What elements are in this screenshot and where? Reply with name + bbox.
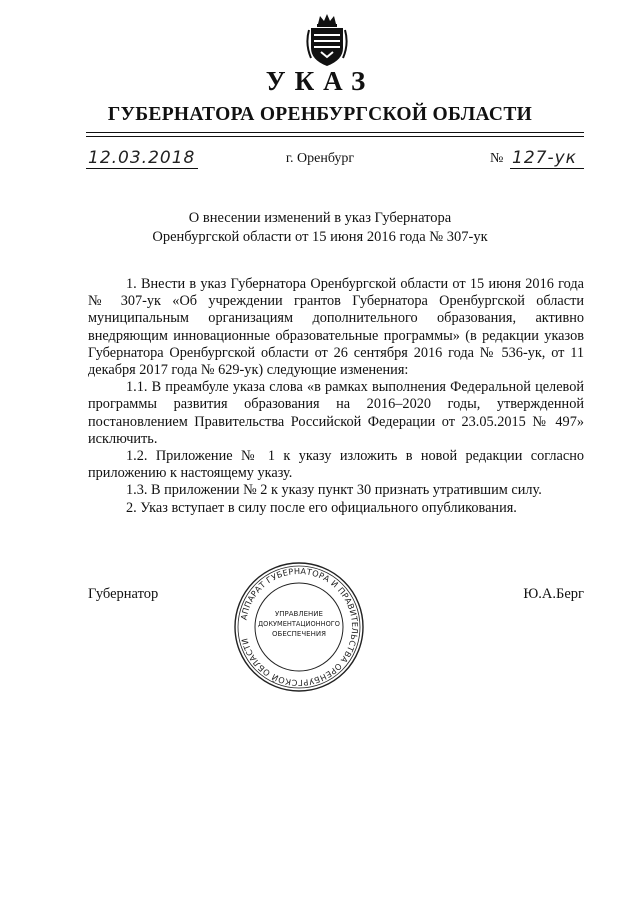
date-underline	[86, 168, 198, 169]
number-label: №	[490, 151, 504, 166]
body-paragraph: 1. Внести в указ Губернатора Оренбургской области от 15 июня 2016 года № 307-ук «Об учреждении грантов Губернатора Оренбургской области муниципальным организациям дополнительного образования, активно внедряющим инновационные образовательные программы» (в редакции указов Губернатора Оренбургской области от 26 сентября 2016 года № 536-ук, от 11 декабря 2017 года № 629-ук) следующие изменения:	[88, 276, 584, 379]
number-underline	[510, 168, 584, 169]
signer-name: Ю.А.Берг	[523, 586, 584, 602]
document-subtitle: ГУБЕРНАТОРА ОРЕНБУРГСКОЙ ОБЛАСТИ	[107, 104, 533, 125]
stamp-ring-text: АППАРАТ ГУБЕРНАТОРА И ПРАВИТЕЛЬСТВА ОРЕНБУРГСКОЙ ОБЛАСТИ	[238, 565, 361, 689]
stamp-line-1: УПРАВЛЕНИЕ	[275, 610, 323, 618]
coat-of-arms-emblem	[305, 14, 349, 68]
body-paragraph: 1.1. В преамбуле указа слова «в рамках выполнения Федеральной целевой программы развития образования на 2016–2020 годы, утвержденной постановлением Правительства Российской Федерации от 23.05.2015 № 497» исключить.	[88, 379, 584, 447]
document-title: УКАЗ	[265, 66, 375, 96]
header-rule-thin	[86, 136, 584, 137]
heading-line-1: О внесении изменений в указ Губернатора	[188, 210, 452, 226]
document-heading	[0, 209, 640, 247]
heading-line-2: Оренбургской области от 15 июня 2016 года № 307-ук	[152, 229, 488, 245]
header-rule-thick	[86, 132, 584, 133]
signer-position: Губернатор	[88, 586, 159, 602]
body-paragraph: 2. Указ вступает в силу после его официального опубликования.	[126, 499, 517, 516]
body-paragraph: 1.2. Приложение № 1 к указу изложить в новой редакции согласно приложению к настоящему указу.	[88, 448, 584, 482]
document-number: 127-ук	[512, 148, 577, 168]
document-city: г. Оренбург	[285, 151, 355, 166]
stamp-line-3: ОБЕСПЕЧЕНИЯ	[272, 630, 326, 638]
stamp-line-2: ДОКУМЕНТАЦИОННОГО	[258, 620, 340, 628]
official-stamp	[232, 560, 366, 694]
document-date: 12.03.2018	[88, 148, 196, 168]
body-paragraph: 1.3. В приложении № 2 к указу пункт 30 признать утратившим силу.	[126, 482, 542, 499]
document-body	[88, 276, 584, 517]
